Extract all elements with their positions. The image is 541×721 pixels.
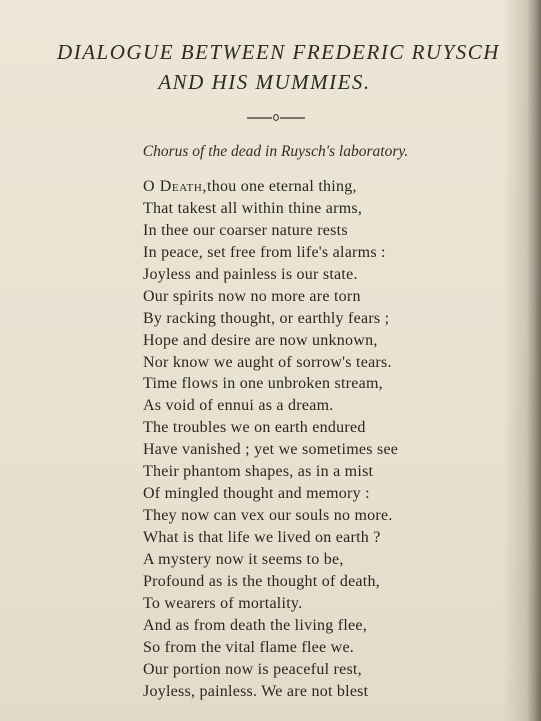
poem-line: Joyless, painless. We are not blest (143, 682, 369, 700)
poem-line: Their phantom shapes, as in a mist (143, 463, 374, 481)
poem-line (0, 176, 541, 198)
poem-body (0, 176, 541, 703)
poem-line: That takest all within thine arms, (143, 199, 363, 217)
poem-line: The troubles we on earth endured (143, 419, 366, 437)
poem-line: Nor know we aught of sorrow's tears. (143, 353, 392, 371)
poem-line: So from the vital flame flee we. (143, 638, 355, 656)
poem-line: In thee our coarser nature rests (143, 221, 348, 239)
poem-line: By racking thought, or earthly fears ; (143, 309, 390, 327)
poem-line: Our spirits now no more are torn (143, 287, 361, 305)
poem-line: They now can vex our souls no more. (143, 507, 393, 525)
page-title-line-2: AND HIS MUMMIES. (158, 70, 371, 94)
poem-line: Hope and desire are now unknown, (143, 331, 378, 349)
poem-line: Joyless and painless is our state. (143, 265, 358, 283)
page-title-line-1: DIALOGUE BETWEEN FREDERIC RUYSCH (57, 40, 500, 64)
poem-line: Time flows in one unbroken stream, (143, 375, 383, 393)
poem-line: In peace, set free from life's alarms : (143, 243, 386, 261)
poem-line: Our portion now is peaceful rest, (143, 660, 362, 678)
poem-line: Of mingled thought and memory : (143, 485, 370, 503)
poem-line: What is that life we lived on earth ? (143, 529, 381, 546)
poem-line: As void of ennui as a dream. (143, 397, 334, 415)
poem-line: To wearers of mortality. (143, 594, 303, 612)
poem-opening-word: O Death, (143, 178, 208, 195)
poem-line: A mystery now it seems to be, (143, 550, 344, 568)
poem-opening-rest: thou one eternal thing, (207, 178, 357, 195)
poem-subtitle: Chorus of the dead in Ruysch's laboratory. (142, 143, 409, 160)
poem-line: And as from death the living flee, (143, 616, 367, 634)
ornament-divider (247, 110, 305, 124)
poem-line: Have vanished ; yet we sometimes see (143, 441, 399, 459)
poem-line: Profound as is the thought of death, (143, 572, 380, 590)
